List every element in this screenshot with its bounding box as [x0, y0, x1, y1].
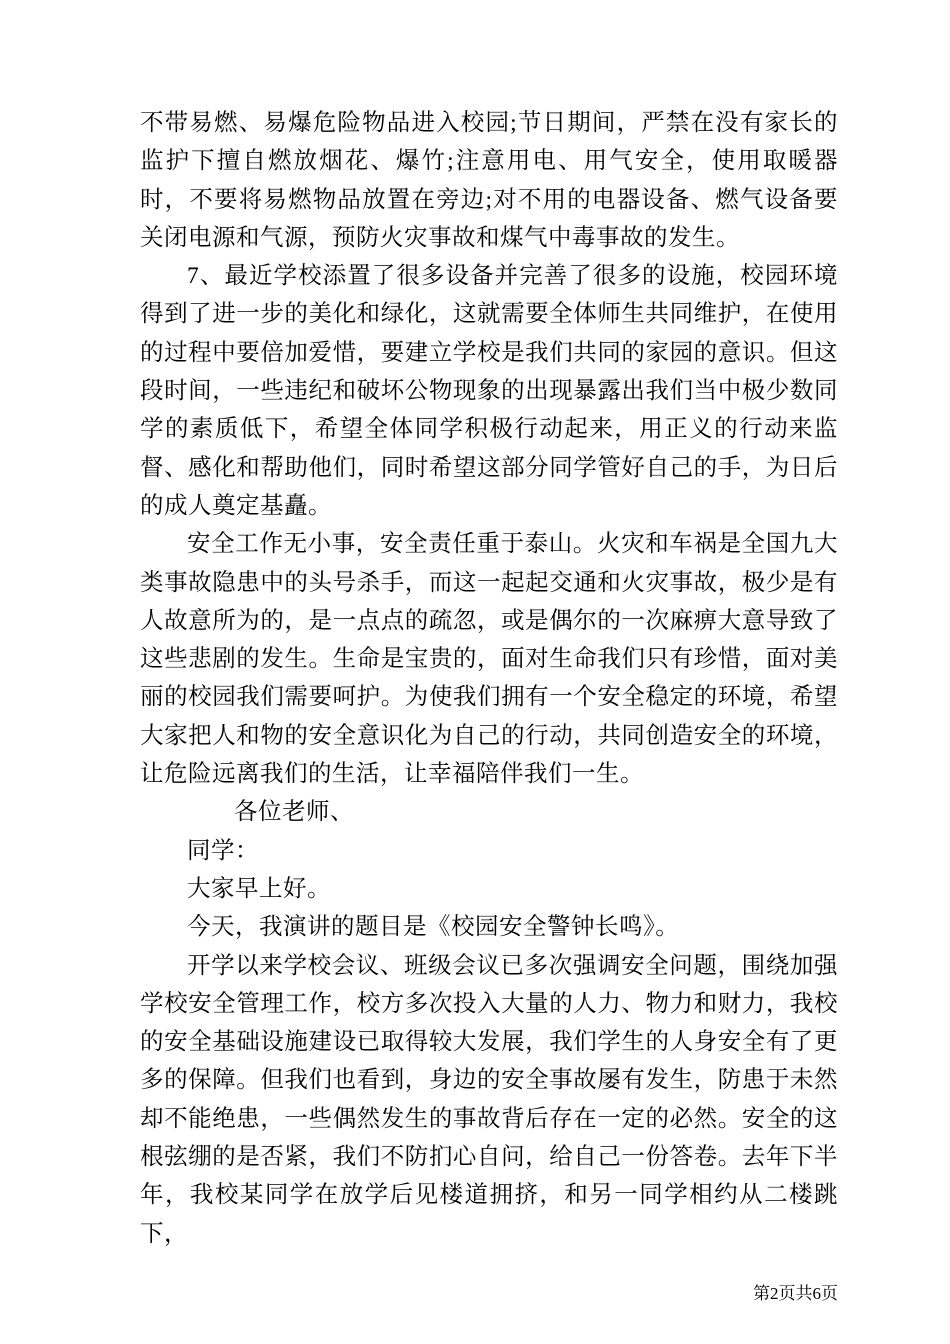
page-number-footer: 第2页共6页: [753, 1284, 838, 1303]
paragraph-safety-summary: 安全工作无小事，安全责任重于泰山。火灾和车祸是全国九大类事故隐患中的头号杀手，而这一起起交通和火灾事故，极少是有人故意所为的，是一点点的疏忽，或是偶尔的一次麻痹大意导致了这些悲剧的发生。生命是宝贵的，面对生命我们只有珍惜，面对美丽的校园我们需要呵护。为使我们拥有一个安全稳定的环境，希望大家把人和物的安全意识化为自己的行动，共同创造安全的环境，让危险远离我们的生活，让幸福陪伴我们一生。: [140, 531, 838, 788]
paragraph-greeting: 大家早上好。: [187, 875, 331, 902]
paragraph-speech-body: 开学以来学校会议、班级会议已多次强调安全问题，围绕加强学校安全管理工作，校方多次投入大量的人力、物力和财力，我校的安全基础设施建设已取得较大发展，我们学生的人身安全有了更多的保障。但我们也看到，身边的安全事故屡有发生，防患于未然却不能绝患，一些偶然发生的事故背后存在一定的必然。安全的这根弦绷的是否紧，我们不防扪心自问，给自己一份答卷。去年下半年，我校某同学在放学后见楼道拥挤，和另一同学相约从二楼跳下，: [140, 952, 838, 1247]
paragraph-item-7: 7、最近学校添置了很多设备并完善了很多的设施，校园环境得到了进一步的美化和绿化，这就需要全体师生共同维护，在使用的过程中要倍加爱惜，要建立学校是我们共同的家园的意识。但这段时间，一些违纪和破坏公物现象的出现暴露出我们当中极少数同学的素质低下，希望全体同学积极行动起来，用正义的行动来监督、感化和帮助他们，同时希望这部分同学管好自己的手，为日后的成人奠定基矗。: [140, 263, 838, 519]
paragraph-salutation-students: 同学：: [187, 837, 259, 864]
paragraph-speech-title: 今天，我演讲的题目是《校园安全警钟长鸣》。: [187, 914, 680, 941]
document-body: [140, 104, 838, 1253]
paragraph-continuation: 不带易燃、易爆危险物品进入校园;节日期间，严禁在没有家长的监护下擅自燃放烟花、爆竹;注意用电、用气安全，使用取暖器时，不要将易燃物品放置在旁边;对不用的电器设备、燃气设备要关闭电源和气源，预防火灾事故和煤气中毒事故的发生。: [140, 110, 838, 251]
paragraph-salutation-teachers: 各位老师、: [234, 799, 354, 826]
